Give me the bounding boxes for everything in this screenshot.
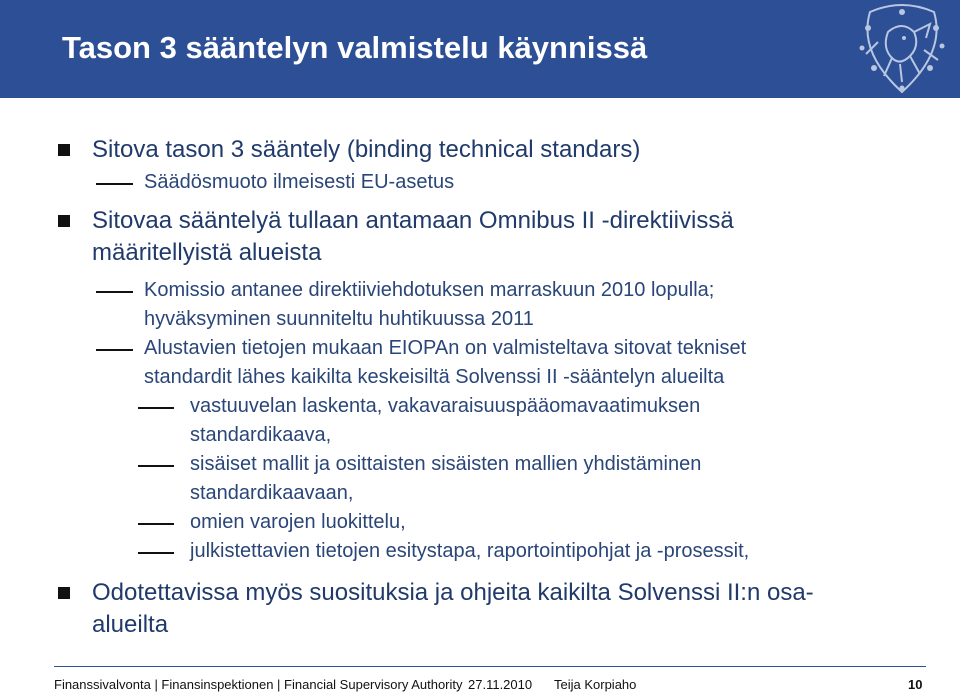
sub-bullet-eiopa-line1: Alustavien tietojen mukaan EIOPAn on valmisteltava sitovat tekniset: [144, 337, 747, 359]
dash-bullet-icon: [96, 291, 133, 293]
sub-bullet-commission-line1: Komissio antanee direktiiviehdotuksen marraskuun 2010 lopulla;: [144, 279, 715, 301]
dash-bullet-icon: [138, 523, 174, 525]
bullet-binding-standards: Sitova tason 3 sääntely (binding technical standars): [92, 136, 641, 163]
footer-date: 27.11.2010: [468, 677, 533, 692]
sub-bullet-eu-regulation: Säädösmuoto ilmeisesti EU-asetus: [144, 171, 455, 193]
footer-page-number: 10: [908, 677, 923, 692]
bullet-recommendations-line2: alueilta: [92, 611, 169, 638]
footer-organization: Finanssivalvonta | Finansinspektionen | Financial Supervisory Authority: [54, 677, 463, 692]
sub-sub-bullet-internal-models-line1: sisäiset mallit ja osittaisten sisäisten mallien yhdistäminen: [190, 453, 702, 475]
footer-author: Teija Korpiaho: [554, 677, 637, 692]
square-bullet-icon: [58, 144, 70, 156]
sub-sub-bullet-reporting: julkistettavien tietojen esitystapa, raportointipohjat ja -prosessit,: [190, 540, 750, 562]
sub-sub-bullet-internal-models-line2: standardikaavaan,: [190, 482, 354, 504]
dash-bullet-icon: [138, 552, 174, 554]
sub-bullet-eiopa-line2: standardit lähes kaikilta keskeisiltä Solvenssi II -sääntelyn alueilta: [144, 366, 725, 388]
dash-bullet-icon: [138, 465, 174, 467]
footer-divider: [54, 666, 926, 667]
sub-sub-bullet-own-funds: omien varojen luokittelu,: [190, 511, 406, 533]
dash-bullet-icon: [138, 407, 174, 409]
sub-sub-bullet-technical-provisions-line1: vastuuvelan laskenta, vakavaraisuuspääomavaatimuksen: [190, 395, 701, 417]
square-bullet-icon: [58, 587, 70, 599]
dash-bullet-icon: [96, 349, 133, 351]
bullet-omnibus-line1: Sitovaa sääntelyä tullaan antamaan Omnibus II -direktiivissä: [92, 207, 734, 234]
bullet-recommendations-line1: Odotettavissa myös suosituksia ja ohjeita kaikilta Solvenssi II:n osa-: [92, 579, 814, 606]
bullet-omnibus-line2: määritellyistä alueista: [92, 239, 322, 266]
slide-title: Tason 3 sääntelyn valmistelu käynnissä: [62, 30, 648, 65]
sub-bullet-commission-line2: hyväksyminen suunniteltu huhtikuussa 2011: [144, 308, 534, 330]
sub-sub-bullet-technical-provisions-line2: standardikaava,: [190, 424, 332, 446]
dash-bullet-icon: [96, 183, 133, 185]
square-bullet-icon: [58, 215, 70, 227]
